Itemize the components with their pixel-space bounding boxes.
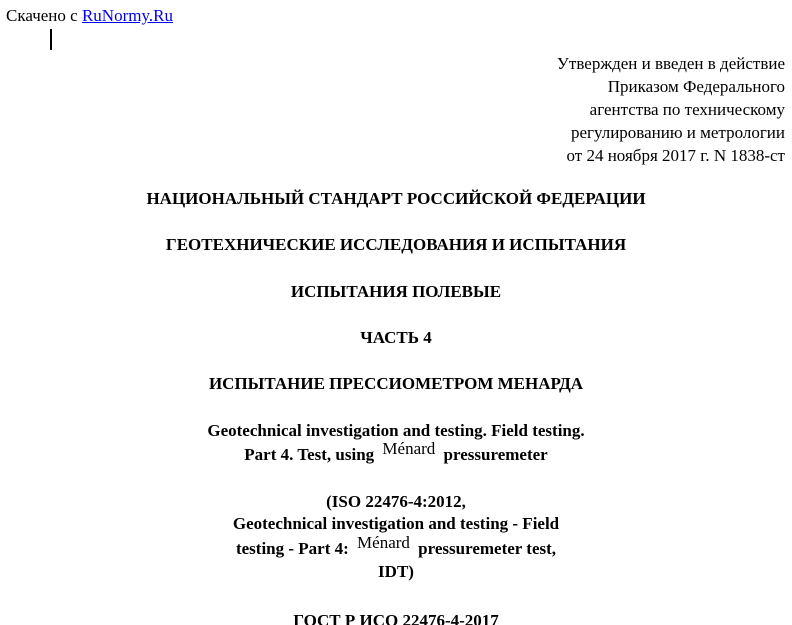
iso-reference-line <box>0 535 792 562</box>
approval-line: регулированию и метрологии <box>570 123 785 142</box>
source-line <box>6 6 173 26</box>
menard-term: Ménard <box>357 533 410 552</box>
national-standard-heading: НАЦИОНАЛЬНЫЙ СТАНДАРТ РОССИЙСКОЙ ФЕДЕРАЦИИ <box>146 189 646 208</box>
source-prefix: Скачено с <box>6 6 78 25</box>
title-part-heading: ИСПЫТАНИЕ ПРЕССИОМЕТРОМ МЕНАРДА <box>208 374 584 393</box>
iso-reference <box>0 491 792 582</box>
approval-line: Утвержден и введен в действие <box>556 54 785 73</box>
iso-reference-text: testing - Part 4: <box>235 539 349 558</box>
iso-reference-line: (ISO 22476-4:2012, <box>326 492 466 511</box>
part-heading: ЧАСТЬ 4 <box>360 328 432 347</box>
approval-block <box>557 52 785 167</box>
approval-line: агентства по техническому <box>589 100 785 119</box>
menard-term: Ménard <box>382 439 436 458</box>
iso-reference-text: pressuremeter test, <box>418 539 557 558</box>
approval-line: Приказом Федерального <box>607 77 785 96</box>
text-cursor <box>50 29 52 50</box>
english-title <box>0 420 792 468</box>
title-main-heading: ИСПЫТАНИЯ ПОЛЕВЫЕ <box>290 282 502 301</box>
english-title-line <box>0 439 792 468</box>
designation-heading: ГОСТ Р ИСО 22476-4-2017 <box>293 611 499 625</box>
title-group-heading: ГЕОТЕХНИЧЕСКИЕ ИССЛЕДОВАНИЯ И ИСПЫТАНИЯ <box>165 235 627 254</box>
english-title-text: pressuremeter <box>443 445 548 464</box>
iso-reference-line: IDT) <box>378 562 414 581</box>
source-link[interactable]: RuNormy.Ru <box>81 6 173 25</box>
english-title-line: Geotechnical investigation and testing. Field testing. <box>207 421 585 440</box>
english-title-text: Part 4. Test, using <box>244 445 375 464</box>
iso-reference-line: Geotechnical investigation and testing - Field <box>232 514 560 533</box>
approval-line: от 24 ноября 2017 г. N 1838-ст <box>566 146 785 165</box>
